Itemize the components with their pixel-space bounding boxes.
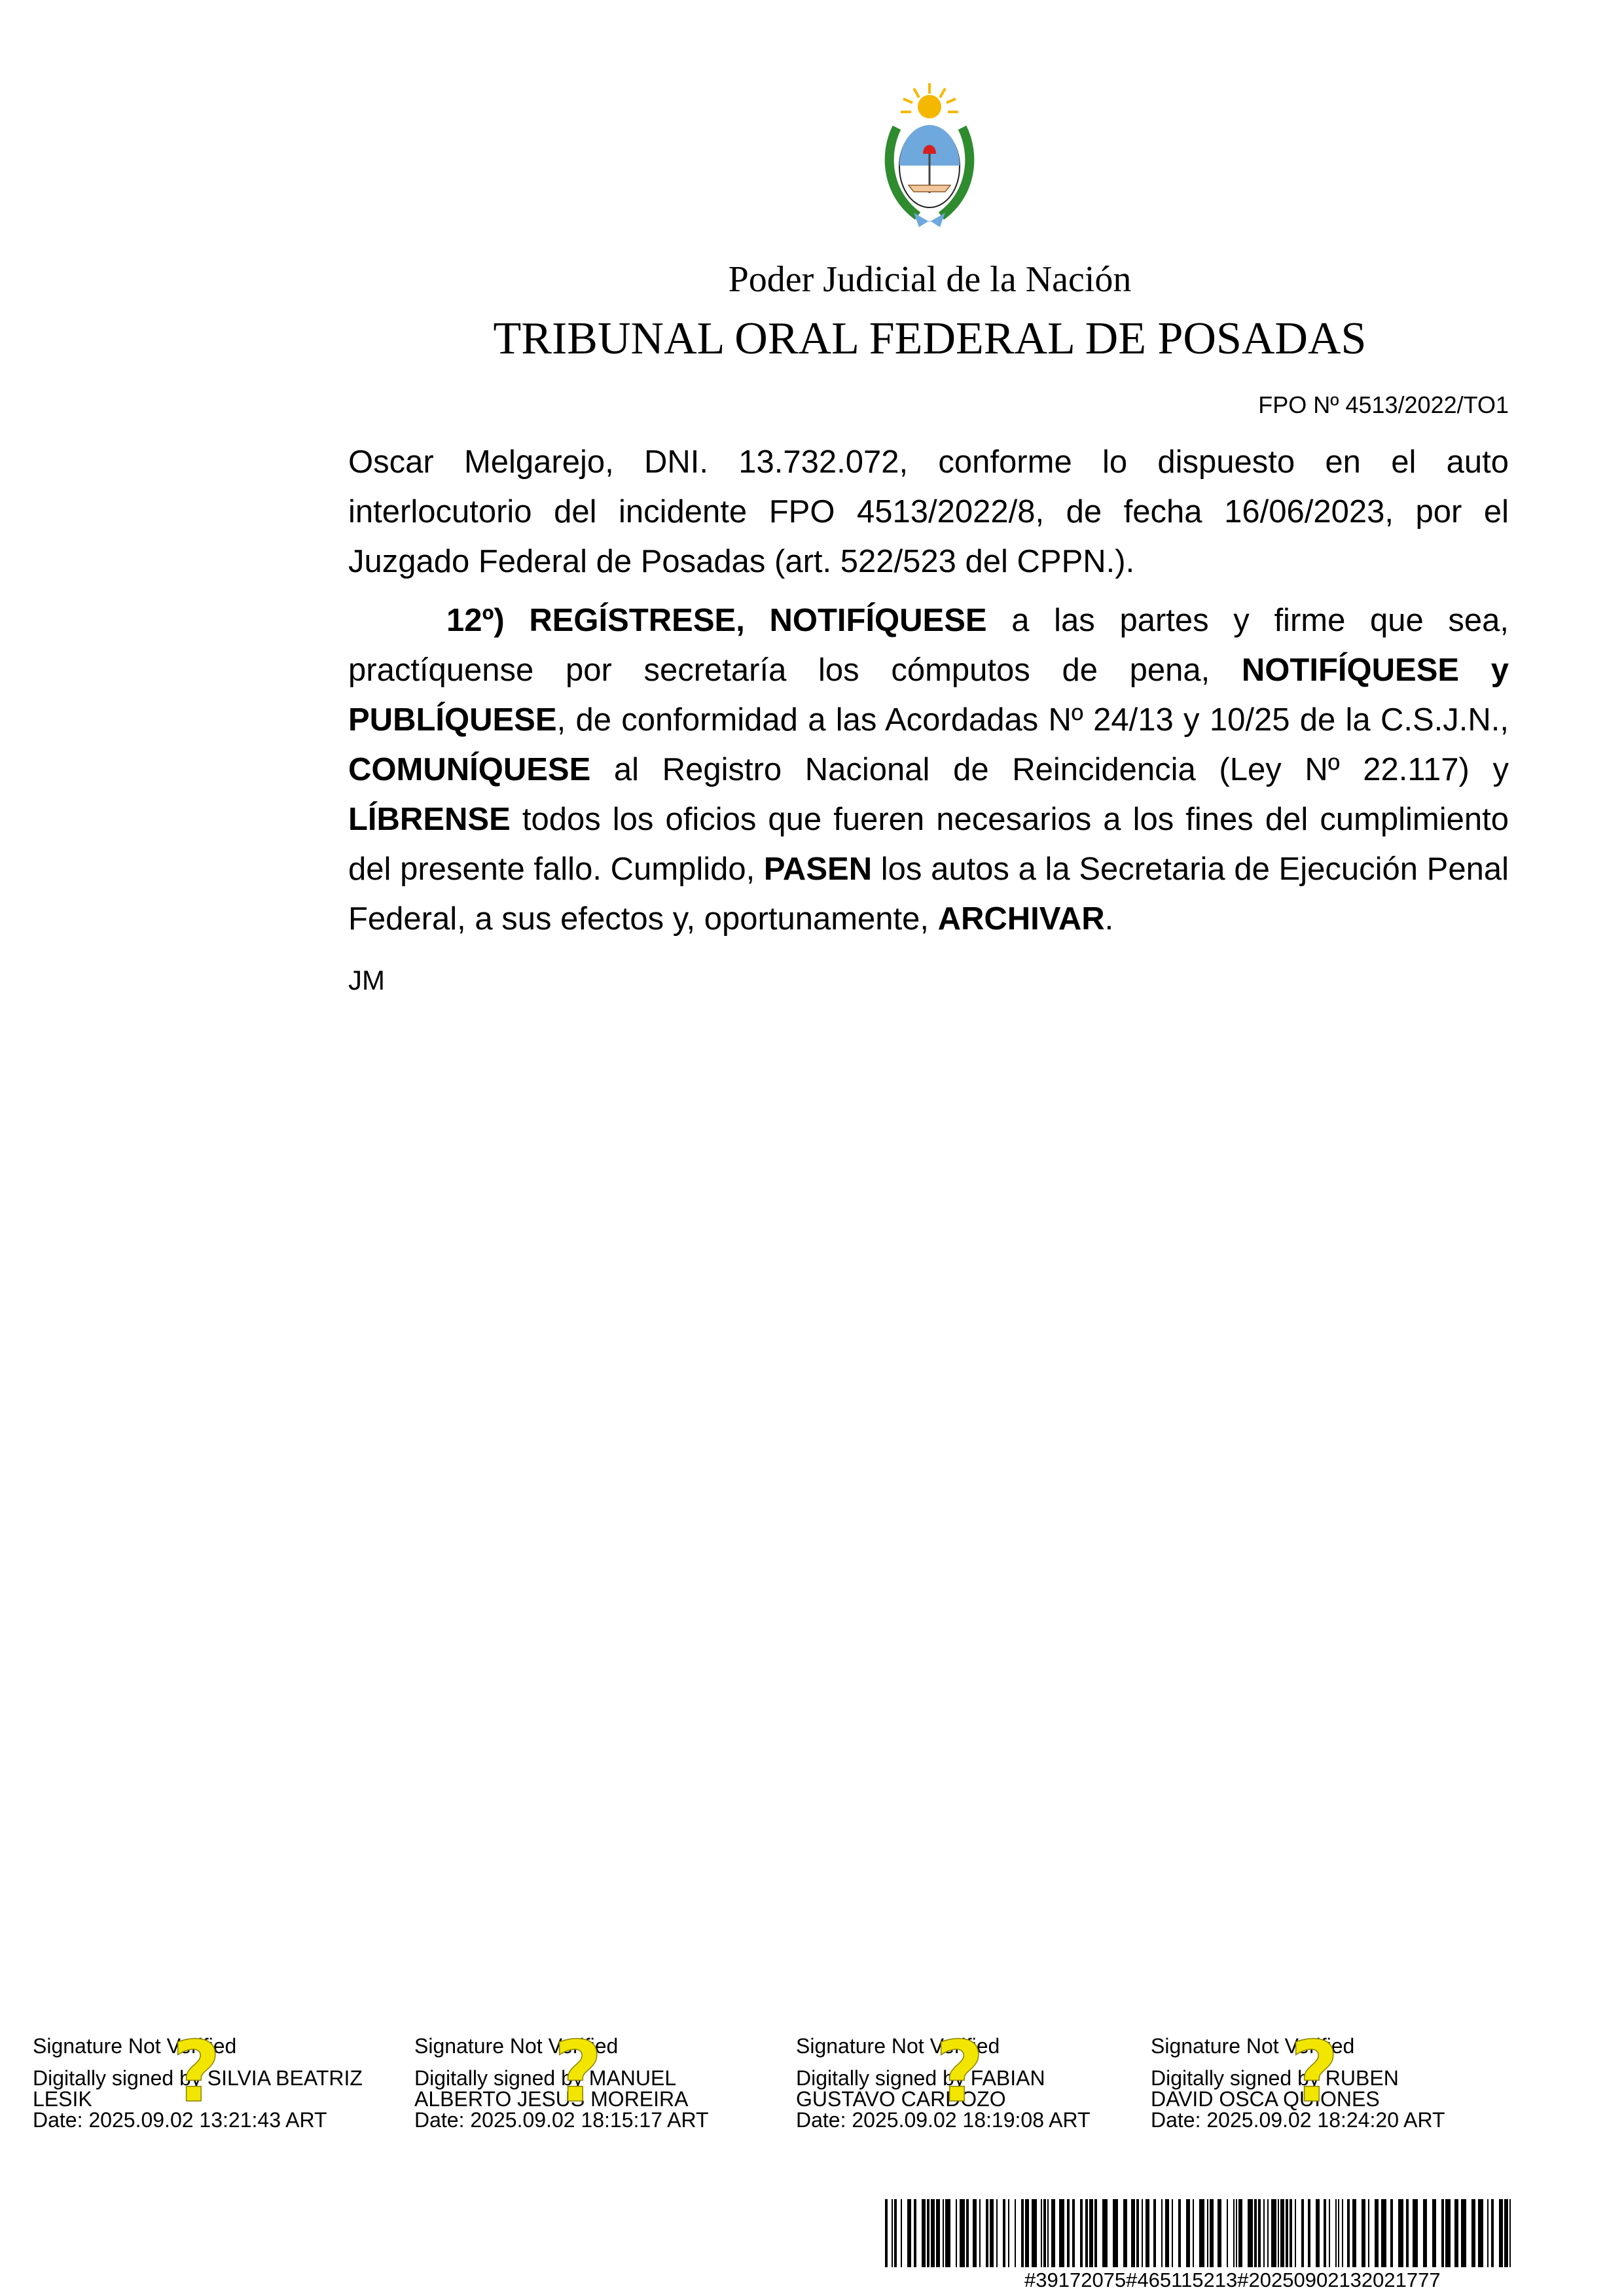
barcode-bar (1178, 2199, 1181, 2267)
barcode-bar (1021, 2199, 1024, 2267)
signature-block (796, 2028, 1163, 2132)
barcode-bar (1003, 2199, 1005, 2267)
barcode-bar (1461, 2199, 1466, 2267)
barcode-bar (1153, 2199, 1156, 2267)
bold-text: 12º) REGÍSTRESE, NOTIFÍQUESE (446, 603, 987, 638)
barcode-bar (907, 2199, 911, 2267)
barcode-bar (1509, 2199, 1511, 2267)
svg-text:?: ? (171, 2028, 221, 2113)
barcode-bar (1146, 2199, 1149, 2267)
text: , de conformidad a las Acordadas Nº 24/13 y 10/25 de la C.S.J.N., (556, 702, 1509, 738)
barcode-bar (1210, 2199, 1214, 2267)
initials: JM (348, 965, 385, 996)
barcode-bar (1499, 2199, 1503, 2267)
text: a las partes y firme que sea, practíquense por secretaría los cómputos de pena, (348, 603, 1509, 688)
barcode-bar (1041, 2199, 1042, 2267)
coat-of-arms-icon (877, 82, 982, 232)
barcode-icon (885, 2199, 1513, 2267)
barcode-bar (1085, 2199, 1088, 2267)
bold-text: COMUNÍQUESE (348, 752, 591, 787)
barcode-bar (1280, 2199, 1284, 2267)
barcode-bar (1008, 2199, 1009, 2267)
barcode-bar (1290, 2199, 1292, 2267)
barcode-bar (1368, 2199, 1369, 2267)
barcode-bar (1072, 2199, 1075, 2267)
barcode-bar (936, 2199, 940, 2267)
text: los autos a la Secretaria de Ejecución Penal Federal, a sus efectos y, oportunamente, (348, 852, 1509, 937)
barcode-bar (1043, 2199, 1046, 2267)
signature-block (414, 2028, 781, 2132)
barcode-bar (1238, 2199, 1242, 2267)
barcode-bar (1059, 2199, 1064, 2267)
signature-signer: Digitally signed by FABIAN (796, 2066, 1045, 2090)
barcode-bar (1165, 2199, 1169, 2267)
barcode-bar (1047, 2199, 1049, 2267)
barcode-bar (1329, 2199, 1330, 2267)
bold-text: ARCHIVAR (937, 901, 1105, 937)
barcode-bar (914, 2199, 916, 2267)
barcode-bar (1263, 2199, 1265, 2267)
barcode-bar (1381, 2199, 1386, 2267)
barcode-bar (1051, 2199, 1055, 2267)
barcode-bar (1102, 2199, 1108, 2267)
barcode-bar (1413, 2199, 1418, 2267)
barcode-bar (1362, 2199, 1365, 2267)
barcode-bar (1454, 2199, 1458, 2267)
barcode-bar (1487, 2199, 1489, 2267)
barcode-bar (901, 2199, 902, 2267)
signature-status: Signature Not Verified (796, 2034, 1000, 2058)
barcode-bar (1161, 2199, 1163, 2267)
barcode-bar (1478, 2199, 1483, 2267)
barcode-bar (966, 2199, 969, 2267)
svg-text:?: ? (935, 2028, 984, 2113)
barcode-bar (1258, 2199, 1261, 2267)
barcode-bar (1032, 2199, 1037, 2267)
case-number: FPO Nº 4513/2022/TO1 (1258, 391, 1509, 418)
barcode-bar (943, 2199, 944, 2267)
barcode-bar (1131, 2199, 1135, 2267)
paragraph: Oscar Melgarejo, DNI. 13.732.072, conforme lo dispuesto en el auto interlocutorio del incidente FPO 4513/2022/8, de fecha 16/06/2023, por el Juzgado Federal de Posadas (art. 522/523 del CPPN.). (348, 444, 1509, 579)
bold-text: PASEN (763, 852, 873, 887)
barcode-bar (1432, 2199, 1436, 2267)
barcode-bar (1136, 2199, 1139, 2267)
signature-date: Date: 2025.09.02 18:15:17 ART (414, 2108, 709, 2132)
barcode-bar (1316, 2199, 1320, 2267)
barcode-bar (1015, 2199, 1016, 2267)
barcode-bar (1308, 2199, 1310, 2267)
signature-status: Signature Not Verified (414, 2034, 619, 2058)
barcode-bar (1406, 2199, 1409, 2267)
barcode-bar (1236, 2199, 1237, 2267)
barcode-bar (986, 2199, 988, 2267)
barcode-bar (1113, 2199, 1118, 2267)
barcode-bar (1504, 2199, 1508, 2267)
question-mark-icon (168, 2028, 225, 2113)
barcode-bar (1218, 2199, 1221, 2267)
barcode-bar (1067, 2199, 1070, 2267)
signature-date: Date: 2025.09.02 13:21:43 ART (33, 2108, 327, 2132)
barcode-bar (931, 2199, 935, 2267)
barcode-bar (1335, 2199, 1337, 2267)
barcode-bar (1441, 2199, 1444, 2267)
question-mark-icon (931, 2028, 988, 2113)
barcode-bar (990, 2199, 994, 2267)
barcode-bar (1186, 2199, 1190, 2267)
barcode-bar (1423, 2199, 1427, 2267)
question-mark-icon (1286, 2028, 1343, 2113)
barcode-bar (885, 2199, 888, 2267)
signature-signer-name: ALBERTO JESUS MOREIRA (414, 2087, 689, 2111)
text: . (1104, 901, 1114, 937)
barcode-bar (1352, 2199, 1356, 2267)
barcode-bar (1267, 2199, 1269, 2267)
barcode-bar (979, 2199, 981, 2267)
barcode-bar (1445, 2199, 1451, 2267)
barcode-bar (973, 2199, 977, 2267)
signature-date: Date: 2025.09.02 18:24:20 ART (1151, 2108, 1445, 2132)
barcode-bar (1301, 2199, 1304, 2267)
text: al Registro Nacional de Reincidencia (Ley Nº 22.117) y (590, 752, 1509, 787)
barcode-bar (892, 2199, 893, 2267)
barcode-bar (1172, 2199, 1173, 2267)
barcode-bar (1390, 2199, 1393, 2267)
barcode-bar (1471, 2199, 1475, 2267)
barcode-bar (996, 2199, 998, 2267)
barcode-bar (1324, 2199, 1326, 2267)
barcode-bar (1398, 2199, 1403, 2267)
signature-status: Signature Not Verified (1151, 2034, 1355, 2058)
signature-signer: Digitally signed by RUBEN (1151, 2066, 1399, 2090)
paragraph (348, 596, 1509, 944)
barcode-bar (945, 2199, 950, 2267)
signature-signer-name: GUSTAVO CARDOZO (796, 2087, 1006, 2111)
barcode-bar (1123, 2199, 1127, 2267)
barcode-bar (922, 2199, 926, 2267)
barcode-bar (1342, 2199, 1343, 2267)
bold-text: NOTIFÍQUESE y PUBLÍQUESE (348, 653, 1509, 738)
barcode-bar (1271, 2199, 1276, 2267)
signature-signer: Digitally signed by SILVIA BEATRIZ (33, 2066, 363, 2090)
barcode-bar (894, 2199, 897, 2267)
barcode-bar (1193, 2199, 1194, 2267)
barcode-bar (1347, 2199, 1350, 2267)
barcode-bar (1278, 2199, 1279, 2267)
barcode-bar (1338, 2199, 1339, 2267)
barcode-bar (956, 2199, 957, 2267)
institution-name: Poder Judicial de la Nación (728, 259, 1132, 300)
barcode-bar (927, 2199, 929, 2267)
barcode-bar (1295, 2199, 1296, 2267)
barcode-text: #39172075#465115213#20250902132021777 (1024, 2269, 1441, 2291)
barcode-bar (1254, 2199, 1257, 2267)
barcode-bar (1233, 2199, 1235, 2267)
signature-date: Date: 2025.09.02 18:19:08 ART (796, 2108, 1091, 2132)
signature-signer-name: DAVID OSCA QUIONES (1151, 2087, 1380, 2111)
signature-signer-name: LESIK (33, 2087, 92, 2111)
barcode-bar (1207, 2199, 1208, 2267)
barcode-bar (1375, 2199, 1379, 2267)
barcode-bar (1227, 2199, 1228, 2267)
signature-block (33, 2028, 399, 2132)
barcode-bar (1199, 2199, 1204, 2267)
barcode-bar (1491, 2199, 1494, 2267)
barcode-bar (1094, 2199, 1097, 2267)
svg-text:?: ? (1290, 2028, 1339, 2113)
signature-status: Signature Not Verified (33, 2034, 237, 2058)
barcode-bar (1248, 2199, 1253, 2267)
barcode-bar (1080, 2199, 1083, 2267)
question-mark-icon (550, 2028, 606, 2113)
bold-text: LÍBRENSE (348, 802, 511, 837)
document-body (348, 437, 1509, 953)
barcode-bar (1025, 2199, 1029, 2267)
signature-block (1151, 2028, 1517, 2132)
barcode-bar (1286, 2199, 1288, 2267)
svg-text:?: ? (553, 2028, 603, 2113)
court-name: TRIBUNAL ORAL FEDERAL DE POSADAS (493, 314, 1367, 364)
barcode-bar (960, 2199, 965, 2267)
signature-signer: Digitally signed by MANUEL (414, 2066, 677, 2090)
barcode-bar (1089, 2199, 1093, 2267)
barcode-bar (1142, 2199, 1143, 2267)
text: todos los oficios que fueren necesarios a los fines del cumplimiento del presente fallo. Cumplido, (348, 802, 1509, 887)
